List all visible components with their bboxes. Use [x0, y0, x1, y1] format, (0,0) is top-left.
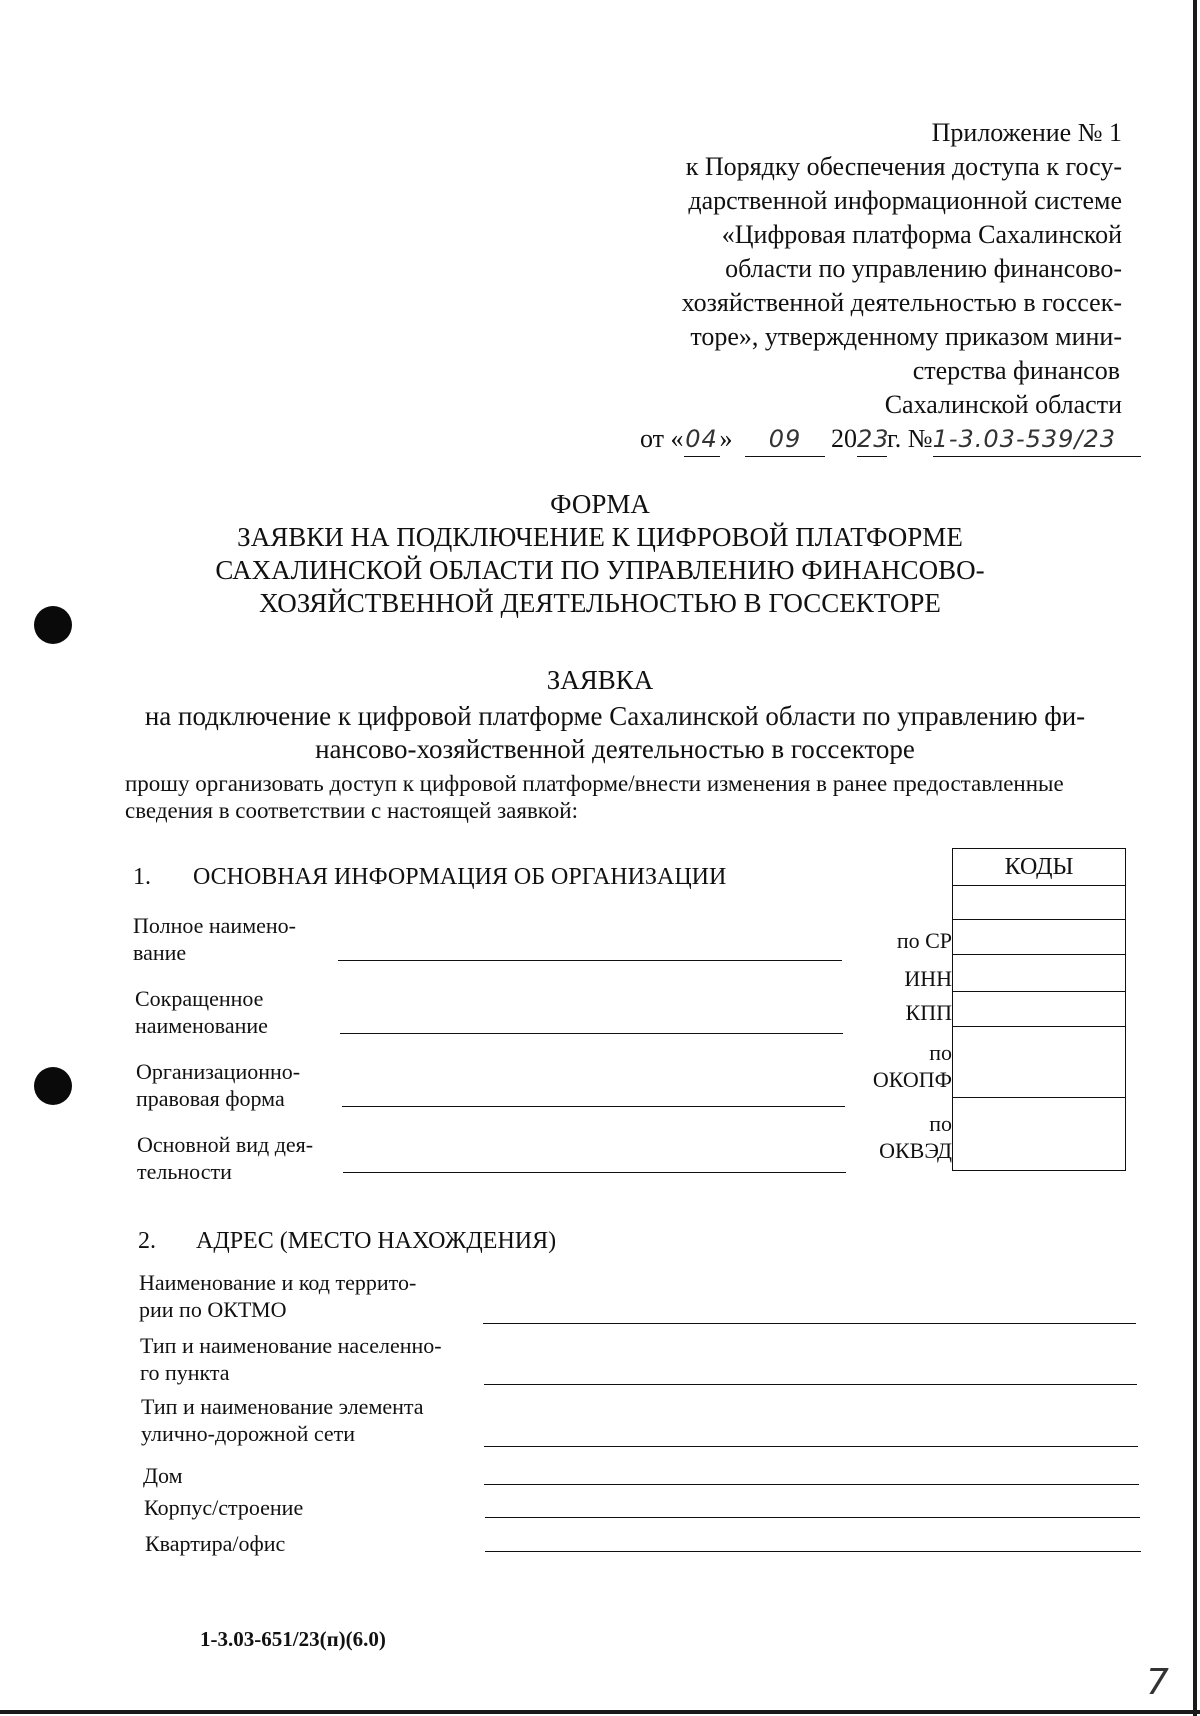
- label-line: ОКВЭД: [879, 1138, 952, 1163]
- date-year-suffix: г. №: [887, 424, 933, 453]
- application-subtitle-line: на подключение к цифровой платформе Сахалинской области по управлению фи-: [144, 701, 1086, 731]
- date-prefix: от «: [640, 424, 684, 453]
- code-label-kpp: КПП: [905, 1000, 952, 1025]
- label-line: по: [929, 1040, 952, 1065]
- field-label-house: Дом: [143, 1463, 183, 1488]
- field-label-apartment: Квартира/офис: [145, 1531, 286, 1556]
- section-title: ОСНОВНАЯ ИНФОРМАЦИЯ ОБ ОРГАНИЗАЦИИ: [193, 864, 727, 890]
- scan-edge-right: [1193, 0, 1197, 1716]
- full-name-field[interactable]: [338, 960, 842, 961]
- code-cell-okopf[interactable]: [953, 1027, 1126, 1098]
- settlement-field[interactable]: [484, 1384, 1137, 1385]
- label-line: Наименование и код террито-: [139, 1270, 417, 1295]
- code-label-sr: по СР: [896, 928, 952, 953]
- appendix-line: Приложение № 1: [931, 118, 1122, 147]
- code-cell-inn[interactable]: [953, 955, 1126, 992]
- appendix-line: области по управлению финансово-: [725, 254, 1122, 283]
- label-line: по: [929, 1111, 952, 1136]
- label-line: Тип и наименование элемента: [141, 1394, 424, 1419]
- code-label-okopf: [873, 1039, 952, 1093]
- intro-line: сведения в соответствии с настоящей заявкой:: [125, 798, 579, 823]
- section-number: 2.: [138, 1228, 156, 1254]
- appendix-line: торе», утвержденному приказом мини-: [690, 322, 1122, 351]
- appendix-line: хозяйственной деятельностью в госсек-: [681, 288, 1122, 317]
- label-line: улично-дорожной сети: [141, 1421, 356, 1446]
- label-line: Организационно-: [136, 1059, 301, 1084]
- field-label-building: Корпус/строение: [144, 1495, 304, 1520]
- field-label-street: [141, 1393, 424, 1447]
- section-2-heading: [138, 1228, 556, 1255]
- section-title: АДРЕС (МЕСТО НАХОЖДЕНИЯ): [196, 1228, 557, 1254]
- label-line: го пункта: [140, 1360, 230, 1385]
- label-line: Основной вид дея-: [137, 1132, 314, 1157]
- date-day-close: »: [719, 424, 733, 453]
- application-intro: [125, 770, 1125, 824]
- main-activity-field[interactable]: [343, 1172, 846, 1173]
- form-title-line: ЗАЯВКИ НА ПОДКЛЮЧЕНИЕ К ЦИФРОВОЙ ПЛАТФОРМЕ: [237, 522, 963, 552]
- scan-edge-bottom: [0, 1710, 1200, 1714]
- apartment-field[interactable]: [485, 1551, 1141, 1552]
- form-title-line: ХОЗЯЙСТВЕННОЙ ДЕЯТЕЛЬНОСТЬЮ В ГОССЕКТОРЕ: [259, 588, 941, 618]
- field-label-legal-form: [136, 1058, 300, 1112]
- application-title: ЗАЯВКА: [546, 665, 654, 695]
- field-label-short-name: [135, 985, 268, 1039]
- legal-form-field[interactable]: [342, 1106, 845, 1107]
- appendix-line: Сахалинской области: [884, 390, 1122, 419]
- punch-hole-top: [34, 606, 72, 644]
- intro-line: прошу организовать доступ к цифровой платформе/внести изменения в ранее предоставленные: [125, 771, 1064, 796]
- label-line: правовая форма: [136, 1086, 285, 1111]
- approval-date-line: [640, 422, 1140, 457]
- order-number: 1-3.03-539/23: [933, 422, 1141, 457]
- date-day: 04: [684, 422, 720, 457]
- label-line: ОКОПФ: [872, 1067, 952, 1092]
- form-title-line: САХАЛИНСКОЙ ОБЛАСТИ ПО УПРАВЛЕНИЮ ФИНАНСОВО-: [215, 555, 985, 585]
- appendix-line: «Цифровая платформа Сахалинской: [721, 220, 1122, 249]
- code-cell-kpp[interactable]: [953, 992, 1126, 1027]
- date-month: 09: [745, 422, 825, 457]
- label-line: тельности: [137, 1159, 232, 1184]
- section-number: 1.: [133, 864, 151, 890]
- code-cell-blank[interactable]: [953, 886, 1126, 920]
- form-title-line: ФОРМА: [550, 489, 650, 519]
- oktmo-field[interactable]: [483, 1323, 1136, 1324]
- label-line: Тип и наименование населенно-: [140, 1333, 442, 1358]
- appendix-line: стерства финансов: [912, 356, 1120, 385]
- document-code: 1-3.03-651/23(п)(6.0): [200, 1627, 386, 1651]
- code-cell-okved[interactable]: [953, 1098, 1126, 1171]
- form-title: [180, 488, 1020, 620]
- street-field[interactable]: [484, 1446, 1138, 1447]
- field-label-main-activity: [137, 1131, 313, 1185]
- date-year-prefix: 20: [831, 424, 858, 453]
- label-line: наименование: [135, 1013, 268, 1038]
- code-cell-sr[interactable]: [953, 920, 1126, 955]
- codes-header: КОДЫ: [953, 849, 1126, 886]
- code-label-inn: ИНН: [904, 966, 952, 991]
- application-subtitle-line: нансово-хозяйственной деятельностью в госсекторе: [315, 734, 915, 764]
- label-line: рии по ОКТМО: [139, 1297, 287, 1322]
- punch-hole-bottom: [34, 1067, 72, 1105]
- label-line: Сокращенное: [135, 986, 264, 1011]
- house-field[interactable]: [484, 1484, 1139, 1485]
- label-line: Полное наимено-: [133, 913, 296, 938]
- handwritten-page-number: 7: [1146, 1662, 1169, 1703]
- appendix-line: дарственной информационной системе: [688, 186, 1122, 215]
- section-1-heading: [133, 864, 726, 891]
- field-label-settlement: [140, 1332, 442, 1386]
- short-name-field[interactable]: [340, 1033, 843, 1034]
- code-label-okved: [879, 1110, 952, 1164]
- appendix-line: к Порядку обеспечения доступа к госу-: [685, 152, 1122, 181]
- date-year: 23: [857, 422, 887, 457]
- appendix-block: [640, 116, 1122, 457]
- field-label-oktmo: [139, 1269, 416, 1323]
- application-subtitle: [120, 700, 1110, 766]
- building-field[interactable]: [485, 1517, 1140, 1518]
- codes-table: [952, 848, 1126, 1171]
- label-line: вание: [133, 940, 187, 965]
- field-label-full-name: [133, 912, 296, 966]
